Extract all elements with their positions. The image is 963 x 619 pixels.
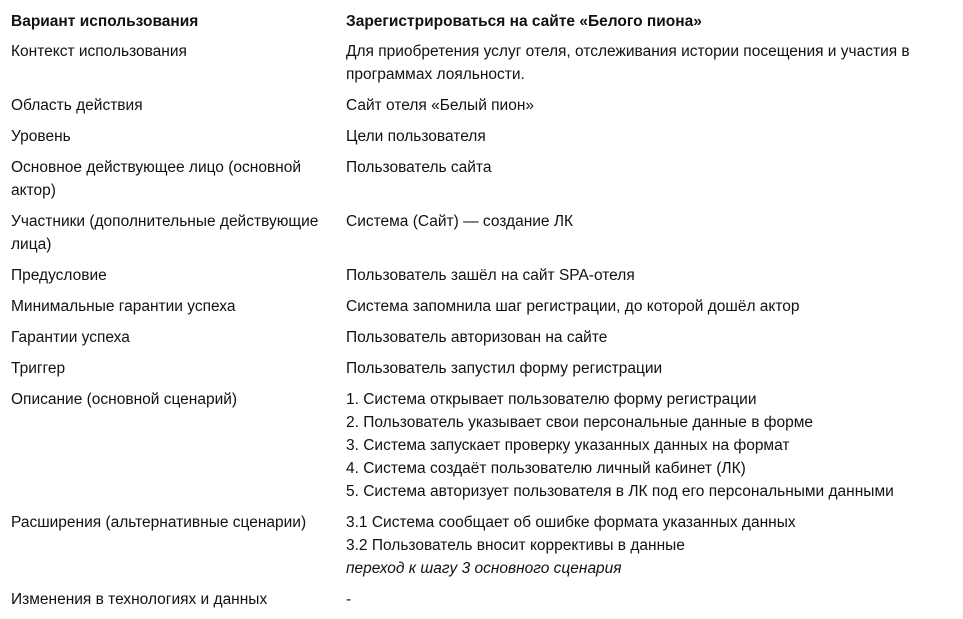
row-label: Триггер: [11, 360, 66, 377]
row-value: [346, 264, 956, 295]
row-value: [346, 125, 956, 156]
row-label: Расширения (альтернативные сценарии): [11, 514, 307, 531]
value-line: 2. Пользователь указывает свои персональные данные в форме: [346, 414, 814, 431]
row-label: Гарантии успеха: [11, 329, 130, 346]
row-value: [346, 388, 956, 511]
row-value: [346, 156, 956, 210]
use-case-table: [11, 10, 956, 619]
value-line: Цели пользователя: [346, 128, 486, 145]
row-label: Описание (основной сценарий): [11, 391, 238, 408]
table-row: [11, 40, 956, 94]
table-row: [11, 511, 956, 588]
value-line: Сайт отеля «Белый пион»: [346, 97, 535, 114]
row-value: [346, 40, 956, 94]
table-row: [11, 388, 956, 511]
value-line: 3. Система запускает проверку указанных данных на формат: [346, 437, 790, 454]
table-row: [11, 210, 956, 264]
row-label: Предусловие: [11, 267, 107, 284]
row-value: [346, 295, 956, 326]
row-label: Минимальные гарантии успеха: [11, 298, 236, 315]
row-label: Контекст использования: [11, 43, 187, 60]
value-line: -: [346, 591, 352, 608]
header-label: Вариант использования: [11, 13, 199, 30]
table-row: [11, 588, 956, 619]
row-value: [346, 357, 956, 388]
row-label: Основное действующее лицо (основной актор): [11, 159, 302, 199]
table-row: [11, 326, 956, 357]
value-line: 5. Система авторизует пользователя в ЛК под его персональными данными: [346, 483, 894, 500]
row-value: [346, 326, 956, 357]
table-header-row: [11, 10, 956, 40]
row-value: [346, 511, 956, 588]
row-label: Участники (дополнительные действующие лица): [11, 213, 319, 253]
value-line: программах лояльности.: [346, 66, 525, 83]
row-value: [346, 210, 956, 264]
value-line: 3.1 Система сообщает об ошибке формата указанных данных: [346, 514, 796, 531]
value-line: Для приобретения услуг отеля, отслеживания истории посещения и участия в: [346, 43, 910, 60]
row-value: [346, 94, 956, 125]
value-line: Пользователь авторизован на сайте: [346, 329, 608, 346]
row-label: Уровень: [11, 128, 71, 145]
row-label: Изменения в технологиях и данных: [11, 591, 268, 608]
value-line: 1. Система открывает пользователю форму регистрации: [346, 391, 757, 408]
value-line: Пользователь зашёл на сайт SPA-отеля: [346, 267, 635, 284]
value-line: 3.2 Пользователь вносит коррективы в данные: [346, 537, 685, 554]
value-line: Система (Сайт) — создание ЛК: [346, 213, 574, 230]
row-label: Область действия: [11, 97, 143, 114]
value-line: Система запомнила шаг регистрации, до которой дошёл актор: [346, 298, 800, 315]
value-line-italic: переход к шагу 3 основного сценария: [346, 560, 622, 577]
row-value: [346, 588, 956, 619]
table-row: [11, 357, 956, 388]
value-line: Пользователь сайта: [346, 159, 492, 176]
table-row: [11, 264, 956, 295]
table-row: [11, 295, 956, 326]
value-line: Пользователь запустил форму регистрации: [346, 360, 663, 377]
value-line: 4. Система создаёт пользователю личный кабинет (ЛК): [346, 460, 746, 477]
header-value: Зарегистрироваться на сайте «Белого пиона»: [346, 13, 702, 30]
table-row: [11, 125, 956, 156]
table-row: [11, 94, 956, 125]
table-row: [11, 156, 956, 210]
